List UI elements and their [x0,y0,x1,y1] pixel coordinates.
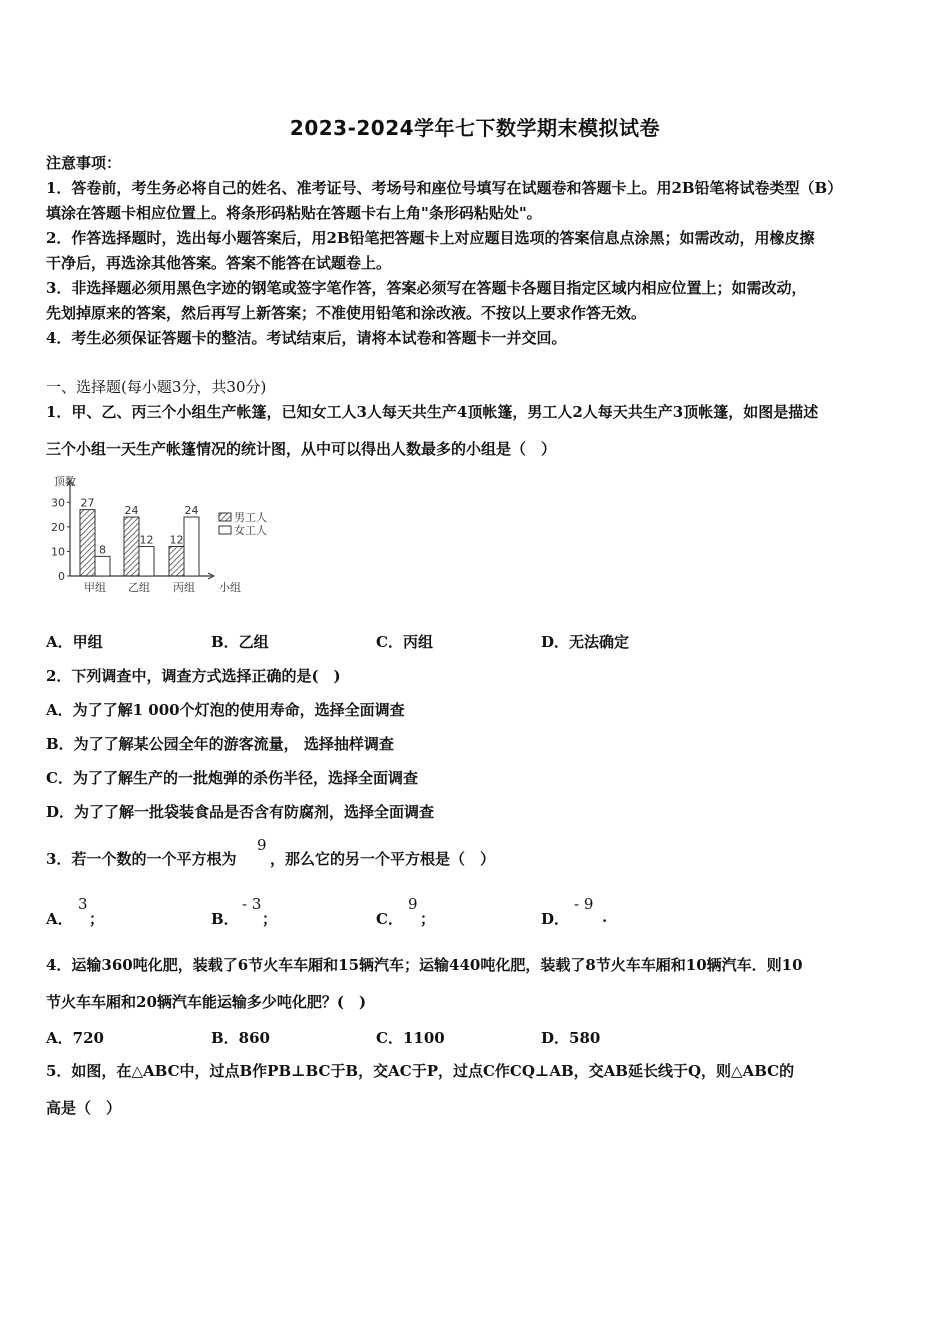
bar-label-female-3: 24 [184,504,199,518]
bar-female-2 [139,547,154,576]
notes-line: 填涂在答题卡相应位置上。将条形码粘贴在答题卡右上角"条形码粘贴处"。 [46,204,542,222]
y-tick-label: 0 [58,570,65,583]
question-5-line1: 5．如图，在△ABC中，过点B作PB⊥BC于B，交AC于P，过点C作CQ⊥AB，交AB延长线于Q，则△ABC的 [46,1062,795,1080]
q3-option-a-value: 3 [78,895,88,913]
category-label-2: 乙组 [128,581,150,594]
notes-line: 干净后，再选涂其他答案。答案不能答在试题卷上。 [46,254,392,272]
bar-male-2 [124,517,139,576]
page-title: 2023-2024学年七下数学期末模拟试卷 [289,116,661,140]
question-2-stem: 2．下列调查中，调查方式选择正确的是( ) [46,667,341,685]
q4-option-a: A．720 [46,1029,104,1047]
q4-option-d: D．580 [541,1029,601,1047]
question-5-line2: 高是（ ） [46,1099,122,1117]
bar-male-3 [169,547,184,576]
q4-option-c: C．1100 [376,1029,445,1047]
category-label-1: 甲组 [84,581,106,594]
q1-option-c: C．丙组 [376,633,433,651]
section-heading: 一、选择题(每小题3分，共30分) [46,378,267,396]
q3-option-d-sep: . [602,908,608,926]
question-1-line1: 1．甲、乙、丙三个小组生产帐篷，已知女工人3人每天共生产4顶帐篷，男工人2人每天共生产3顶帐篷，如图是描述 [46,403,819,421]
q1-option-b: B．乙组 [211,633,269,651]
q4-option-b: B．860 [211,1029,270,1047]
legend-label-female: 女工人 [234,524,267,537]
notes-line: 1．答卷前，考生务必将自己的姓名、准考证号、考场号和座位号填写在试题卷和答题卡上。用2B铅笔将试卷类型（B） [46,179,843,197]
question-3-value: 9 [257,836,267,854]
x-axis-label: 小组 [219,581,241,594]
q2-option-c: C．为了了解生产的一批炮弹的杀伤半径，选择全面调查 [46,769,418,787]
bar-label-female-1: 8 [99,543,106,557]
q3-option-d-letter: D． [541,910,570,928]
question-3-stem-b: ，那么它的另一个平方根是（ ） [270,850,496,868]
notes-line: 2．作答选择题时，选出每小题答案后，用2B铅笔把答题卡上对应题目选项的答案信息点涂黑；如需改动，用橡皮擦 [46,229,815,247]
legend-swatch-female [219,526,231,534]
bar-male-1 [80,510,95,576]
q3-option-c-letter: C． [376,910,403,928]
bar-label-male-3: 12 [169,533,184,547]
question-3-stem-a: 3．若一个数的一个平方根为 [46,850,237,868]
q3-option-a-sep: ； [89,910,105,928]
y-tick-label: 10 [51,545,65,559]
question-1-line2: 三个小组一天生产帐篷情况的统计图，从中可以得出人数最多的小组是（ ） [46,440,557,458]
bar-label-male-1: 27 [80,496,95,510]
q2-option-d: D．为了了解一批袋装食品是否含有防腐剂，选择全面调查 [46,803,435,821]
notes-line: 4．考生必须保证答题卡的整洁。考试结束后，请将本试卷和答题卡一并交回。 [46,329,567,347]
q1-option-d: D．无法确定 [541,633,630,651]
bar-label-female-2: 12 [139,533,154,547]
legend-label-male: 男工人 [234,511,267,524]
q3-option-b-value: - 3 [242,895,262,913]
y-axis-label: 顶数 [54,475,76,488]
q3-option-c-value: 9 [408,895,418,913]
notes-line: 3．非选择题必须用黑色字迹的钢笔或签字笔作答，答案必须写在答题卡各题目指定区域内相应位置上；如需改动， [46,279,807,297]
q2-option-b: B．为了了解某公园全年的游客流量， 选择抽样调查 [46,735,394,753]
q3-option-a-letter: A． [46,910,73,928]
question-4-line2: 节火车车厢和20辆汽车能运输多少吨化肥？( ) [46,993,367,1011]
q3-option-b-letter: B． [211,910,239,928]
q3-option-d-value: - 9 [574,895,594,913]
q2-option-a: A．为了了解1 000个灯泡的使用寿命，选择全面调查 [46,701,405,719]
bar-female-1 [95,556,110,576]
bar-chart [44,470,267,598]
q1-option-a: A．甲组 [46,633,103,651]
q3-option-b-sep: ； [262,910,278,928]
question-4-line1: 4．运输360吨化肥，装载了6节火车车厢和15辆汽车；运输440吨化肥，装载了8节火车车厢和10辆汽车．则10 [46,956,803,974]
y-tick-label: 20 [51,520,65,534]
bar-label-male-2: 24 [124,504,139,518]
bar-female-3 [184,517,199,576]
legend-swatch-male [219,513,231,521]
notes-line: 先划掉原来的答案，然后再写上新答案；不准使用铅笔和涂改液。不按以上要求作答无效。 [46,304,647,322]
category-label-3: 丙组 [173,581,195,594]
y-tick-label: 30 [51,496,65,510]
notes-heading: 注意事项： [46,154,122,172]
q3-option-c-sep: ； [420,910,436,928]
